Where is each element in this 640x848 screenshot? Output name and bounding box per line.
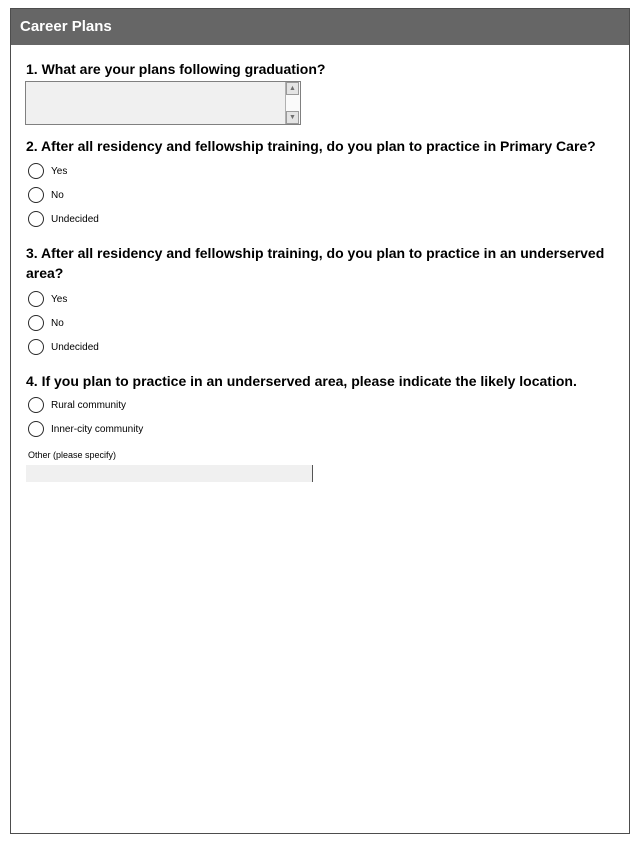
- radio-button[interactable]: [28, 339, 44, 355]
- graduation-plans-textarea[interactable]: [25, 81, 301, 125]
- scroll-up-arrow-icon[interactable]: ▲: [286, 82, 299, 95]
- radio-button[interactable]: [28, 291, 44, 307]
- textarea-scrollbar[interactable]: [285, 82, 300, 124]
- q3-option-no[interactable]: [28, 313, 64, 333]
- question-1-text: 1. What are your plans following graduation?: [26, 61, 326, 77]
- scroll-down-arrow-icon[interactable]: ▼: [286, 111, 299, 124]
- q4-option-rural[interactable]: [28, 395, 126, 415]
- q4-option-inner-city[interactable]: [28, 419, 143, 439]
- radio-button[interactable]: [28, 421, 44, 437]
- option-label: Inner-city community: [51, 423, 144, 435]
- question-4-text: 4. If you plan to practice in an underserved area, please indicate the likely location.: [26, 373, 577, 389]
- radio-button[interactable]: [28, 211, 44, 227]
- option-label: Undecided: [51, 213, 99, 225]
- option-label: Undecided: [51, 341, 99, 353]
- q2-option-undecided[interactable]: [28, 209, 99, 229]
- q2-option-no[interactable]: [28, 185, 64, 205]
- section-header: Career Plans: [11, 9, 629, 45]
- question-3-text: 3. After all residency and fellowship training, do you plan to practice in an underserved area?: [26, 245, 605, 281]
- other-specify-input[interactable]: [26, 465, 313, 482]
- radio-button[interactable]: [28, 397, 44, 413]
- option-label: Yes: [51, 165, 68, 177]
- option-label: Yes: [51, 293, 68, 305]
- radio-button[interactable]: [28, 187, 44, 203]
- other-specify-label: Other (please specify): [28, 450, 117, 460]
- radio-button[interactable]: [28, 315, 44, 331]
- q3-option-undecided[interactable]: [28, 337, 99, 357]
- question-2-text: 2. After all residency and fellowship training, do you plan to practice in Primary Care?: [26, 138, 596, 154]
- option-label: No: [51, 317, 64, 329]
- radio-button[interactable]: [28, 163, 44, 179]
- q2-option-yes[interactable]: [28, 161, 67, 181]
- option-label: Rural community: [51, 399, 127, 411]
- option-label: No: [51, 189, 64, 201]
- q3-option-yes[interactable]: [28, 289, 67, 309]
- survey-page: [10, 8, 630, 834]
